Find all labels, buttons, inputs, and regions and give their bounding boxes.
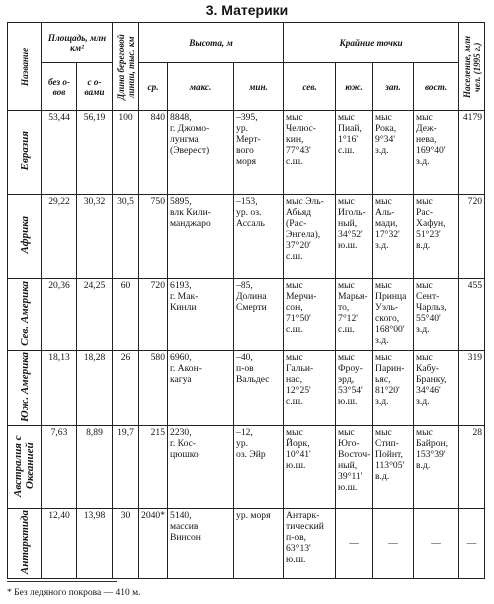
point-west: мыс Аль- мади, 17°32' з.д. xyxy=(373,195,414,279)
coast-length: 26 xyxy=(113,351,139,426)
header-h-min: мин. xyxy=(234,63,284,111)
point-west: — xyxy=(373,509,414,579)
continents-table xyxy=(7,22,485,579)
area-without: 53,44 xyxy=(42,111,77,195)
area-without: 29,22 xyxy=(42,195,77,279)
population: 319 xyxy=(459,351,485,426)
population: 455 xyxy=(459,279,485,351)
table-row xyxy=(8,426,485,509)
population: — xyxy=(459,509,485,579)
header-coast: Длина береговой линии, тыс. км xyxy=(113,23,139,111)
area-with: 56,19 xyxy=(77,111,113,195)
height-avg: 2040* xyxy=(139,509,168,579)
coast-length: 100 xyxy=(113,111,139,195)
population: 4179 xyxy=(459,111,485,195)
header-south: юж. xyxy=(336,63,373,111)
table-row xyxy=(8,279,485,351)
height-avg: 215 xyxy=(139,426,168,509)
coast-length: 30,5 xyxy=(113,195,139,279)
population: 28 xyxy=(459,426,485,509)
header-population: Население, млн чел. (1995 г.) xyxy=(459,23,485,111)
point-north: мыс Йорк, 10°41' ю.ш. xyxy=(284,426,336,509)
footnote-divider xyxy=(7,581,117,582)
point-west: мыс Парин- ьяс, 81°20' з.д. xyxy=(373,351,414,426)
height-avg: 840 xyxy=(139,111,168,195)
header-h-max: макс. xyxy=(168,63,234,111)
point-south: мыс Марья- то, 7°12' с.ш. xyxy=(336,279,373,351)
height-min: –153, ур. оз. Ассаль xyxy=(234,195,284,279)
row-name: Австралия с Океанией xyxy=(8,426,42,509)
height-max: 6960, г. Акон- кагуа xyxy=(168,351,234,426)
row-name: Антарктида xyxy=(8,509,42,579)
area-with: 13,98 xyxy=(77,509,113,579)
row-name: Сев. Америка xyxy=(8,279,42,351)
point-east: мыс Деж- нева, 169°40' з.д. xyxy=(414,111,459,195)
point-south: мыс Пиай, 1°16' с.ш. xyxy=(336,111,373,195)
row-name: Африка xyxy=(8,195,42,279)
point-north: Антарк- тический п-ов, 63°13' ю.ш. xyxy=(284,509,336,579)
point-south: мыс Фроу- эрд, 53°54' ю.ш. xyxy=(336,351,373,426)
header-east: вост. xyxy=(414,63,459,111)
area-without: 18,13 xyxy=(42,351,77,426)
header-height: Высота, м xyxy=(139,23,284,63)
coast-length: 30 xyxy=(113,509,139,579)
height-max: 5140, массив Винсон xyxy=(168,509,234,579)
height-max: 8848, г. Джомо- лунгма (Эверест) xyxy=(168,111,234,195)
height-max: 2230, г. Кос- цюшко xyxy=(168,426,234,509)
header-north: сев. xyxy=(284,63,336,111)
point-west: мыс Рока, 9°34' з.д. xyxy=(373,111,414,195)
table-title: 3. Материки xyxy=(205,2,289,18)
area-without: 20,36 xyxy=(42,279,77,351)
point-east: мыс Байрон, 153°39' в.д. xyxy=(414,426,459,509)
header-area-without: без о-вов xyxy=(42,63,77,111)
row-name: Евразия xyxy=(8,111,42,195)
height-min: ур. моря xyxy=(234,509,284,579)
area-with: 30,32 xyxy=(77,195,113,279)
point-north: мыс Эль- Абьяд (Рас- Энгела), 37°20' с.ш. xyxy=(284,195,336,279)
footnote: * Без ледяного покрова — 410 м. xyxy=(7,588,141,598)
header-name: Название xyxy=(8,23,42,111)
point-west: мыс Принца Уэль- ского, 168°00' з.д. xyxy=(373,279,414,351)
coast-length: 60 xyxy=(113,279,139,351)
table-row xyxy=(8,111,485,195)
point-east: мыс Сент- Чарльз, 55°40' з.д. xyxy=(414,279,459,351)
header-west: зап. xyxy=(373,63,414,111)
height-min: –12, ур. оз. Эйр xyxy=(234,426,284,509)
header-area: Площадь, млн км² xyxy=(42,23,113,63)
point-west: мыс Стип- Пойнт, 113°05' в.д. xyxy=(373,426,414,509)
height-max: 5895, влк Кили- манджаро xyxy=(168,195,234,279)
point-north: мыс Челюс- кин, 77°43' с.ш. xyxy=(284,111,336,195)
area-without: 12,40 xyxy=(42,509,77,579)
point-east: мыс Кабу- Бранку, 34°46' з.д. xyxy=(414,351,459,426)
point-south: — xyxy=(336,509,373,579)
height-max: 6193, г. Мак- Кинли xyxy=(168,279,234,351)
area-with: 8,89 xyxy=(77,426,113,509)
point-east: — xyxy=(414,509,459,579)
height-avg: 750 xyxy=(139,195,168,279)
height-avg: 580 xyxy=(139,351,168,426)
height-min: –40, п-ов Вальдес xyxy=(234,351,284,426)
population: 720 xyxy=(459,195,485,279)
row-name: Юж. Америка xyxy=(8,351,42,426)
area-without: 7,63 xyxy=(42,426,77,509)
table-row xyxy=(8,351,485,426)
coast-length: 19,7 xyxy=(113,426,139,509)
table-row xyxy=(8,195,485,279)
area-with: 18,28 xyxy=(77,351,113,426)
height-min: –395, ур. Мерт- вого моря xyxy=(234,111,284,195)
height-min: –85, Долина Смерти xyxy=(234,279,284,351)
height-avg: 720 xyxy=(139,279,168,351)
header-area-with: с о-вами xyxy=(77,63,113,111)
point-east: мыс Рас- Хафун, 51°23' в.д. xyxy=(414,195,459,279)
point-north: мыс Гальи- нас, 12°25' с.ш. xyxy=(284,351,336,426)
point-north: мыс Мерчи- сон, 71°50' с.ш. xyxy=(284,279,336,351)
area-with: 24,25 xyxy=(77,279,113,351)
point-south: мыс Юго- Восточ- ный, 39°11' ю.ш. xyxy=(336,426,373,509)
header-h-avg: ср. xyxy=(139,63,168,111)
point-south: мыс Иголь- ный, 34°52' ю.ш. xyxy=(336,195,373,279)
header-extreme: Крайние точки xyxy=(284,23,459,63)
table-row xyxy=(8,509,485,579)
